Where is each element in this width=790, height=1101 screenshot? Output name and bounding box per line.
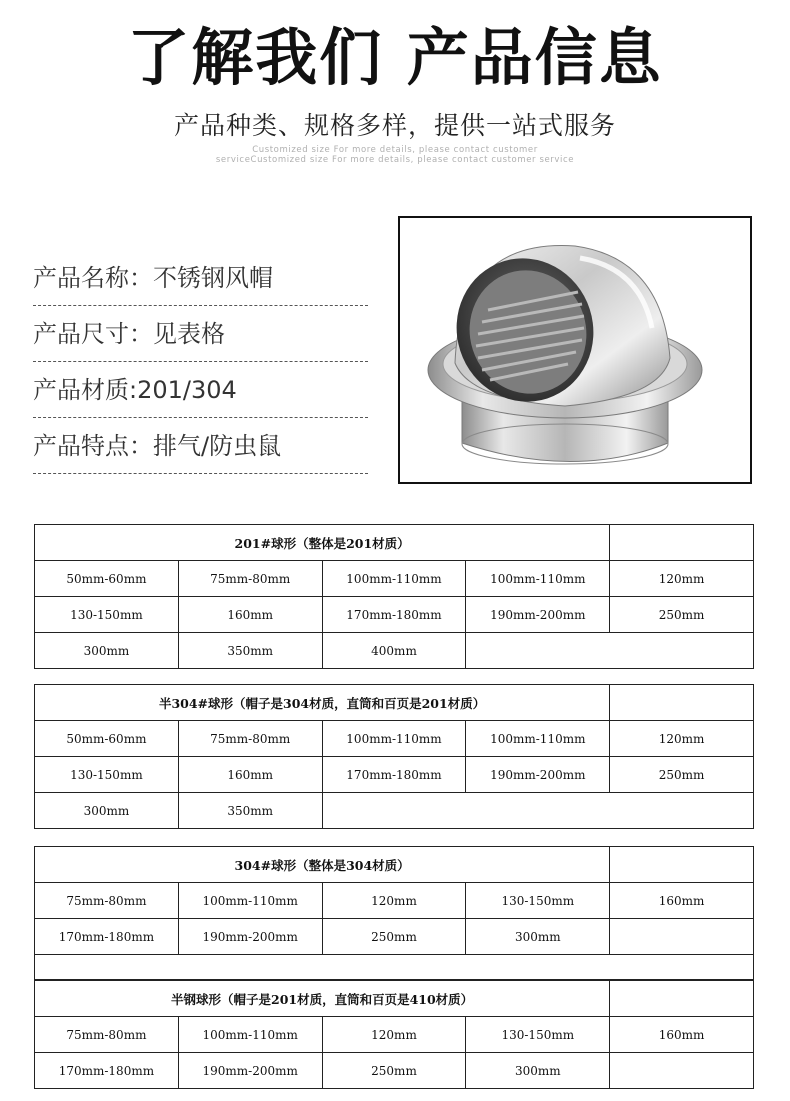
product-image-frame	[398, 216, 752, 484]
table-cell: 190mm-200mm	[466, 757, 610, 793]
table-cell: 170mm-180mm	[35, 1053, 179, 1089]
spec-product-name: 产品名称：不锈钢风帽	[33, 258, 368, 306]
table-cell: 130-150mm	[466, 1017, 610, 1053]
table-cell: 190mm-200mm	[178, 919, 322, 955]
table-cell: 120mm	[610, 721, 754, 757]
table-header: 半304#球形（帽子是304材质，直筒和百页是201材质）	[35, 685, 610, 721]
table-cell: 300mm	[35, 793, 179, 829]
table-cell: 160mm	[178, 597, 322, 633]
table-header: 半钢球形（帽子是201材质，直筒和百页是410材质）	[35, 981, 610, 1017]
table-cell: 75mm-80mm	[178, 561, 322, 597]
table-row	[35, 561, 754, 597]
table-cell: 120mm	[322, 1017, 466, 1053]
table-row	[35, 721, 754, 757]
table-cell: 130-150mm	[35, 757, 179, 793]
table-cell: 160mm	[178, 757, 322, 793]
stainless-steel-vent-cap-icon	[400, 218, 750, 482]
table-row	[35, 633, 754, 669]
table-cell: 100mm-110mm	[178, 883, 322, 919]
table-row	[35, 793, 754, 829]
table-cell: 250mm	[322, 1053, 466, 1089]
spec-product-material: 产品材质:201/304	[33, 370, 368, 418]
table-cell: 50mm-60mm	[35, 721, 179, 757]
table-cell: 250mm	[322, 919, 466, 955]
table-cell: 75mm-80mm	[35, 1017, 179, 1053]
table-cell: 100mm-110mm	[466, 721, 610, 757]
table-cell: 120mm	[610, 561, 754, 597]
table-cell: 300mm	[466, 919, 610, 955]
table-cell: 170mm-180mm	[35, 919, 179, 955]
table-cell: 350mm	[178, 633, 322, 669]
table-cell: 100mm-110mm	[466, 561, 610, 597]
table-cell: 50mm-60mm	[35, 561, 179, 597]
table-cell: 170mm-180mm	[322, 757, 466, 793]
table-header: 201#球形（整体是201材质）	[35, 525, 610, 561]
page-title: 了解我们 产品信息	[127, 21, 663, 94]
table-row	[35, 883, 754, 919]
table-cell: 190mm-200mm	[466, 597, 610, 633]
table-cell: 160mm	[610, 883, 754, 919]
table-cell: 100mm-110mm	[322, 561, 466, 597]
table-cell: 130-150mm	[466, 883, 610, 919]
english-note: Customized size For more details, please contact customer serviceCustomized size For more details, please contact customer service	[215, 145, 575, 165]
table-cell: 250mm	[610, 597, 754, 633]
table-header: 304#球形（整体是304材质）	[35, 847, 610, 883]
spec-table-201	[34, 524, 754, 669]
table-row	[35, 955, 754, 980]
table-row	[35, 757, 754, 793]
table-cell: 250mm	[610, 757, 754, 793]
table-cell: 190mm-200mm	[178, 1053, 322, 1089]
page-subtitle: 产品种类、规格多样，提供一站式服务	[173, 111, 616, 140]
table-cell: 170mm-180mm	[322, 597, 466, 633]
table-cell: 100mm-110mm	[178, 1017, 322, 1053]
table-cell: 300mm	[35, 633, 179, 669]
table-cell: 350mm	[178, 793, 322, 829]
table-cell: 100mm-110mm	[322, 721, 466, 757]
table-cell: 75mm-80mm	[35, 883, 179, 919]
spec-product-size: 产品尺寸：见表格	[33, 314, 368, 362]
spec-table-half-304	[34, 684, 754, 829]
spec-table-half-steel	[34, 980, 754, 1089]
table-row	[35, 1017, 754, 1053]
table-cell: 130-150mm	[35, 597, 179, 633]
table-cell: 300mm	[466, 1053, 610, 1089]
table-cell: 160mm	[610, 1017, 754, 1053]
table-cell: 75mm-80mm	[178, 721, 322, 757]
table-row	[35, 1053, 754, 1089]
table-row	[35, 597, 754, 633]
spec-product-feature: 产品特点：排气/防虫鼠	[33, 426, 368, 474]
table-cell: 400mm	[322, 633, 466, 669]
spec-table-304	[34, 846, 754, 980]
table-cell: 120mm	[322, 883, 466, 919]
table-row	[35, 919, 754, 955]
